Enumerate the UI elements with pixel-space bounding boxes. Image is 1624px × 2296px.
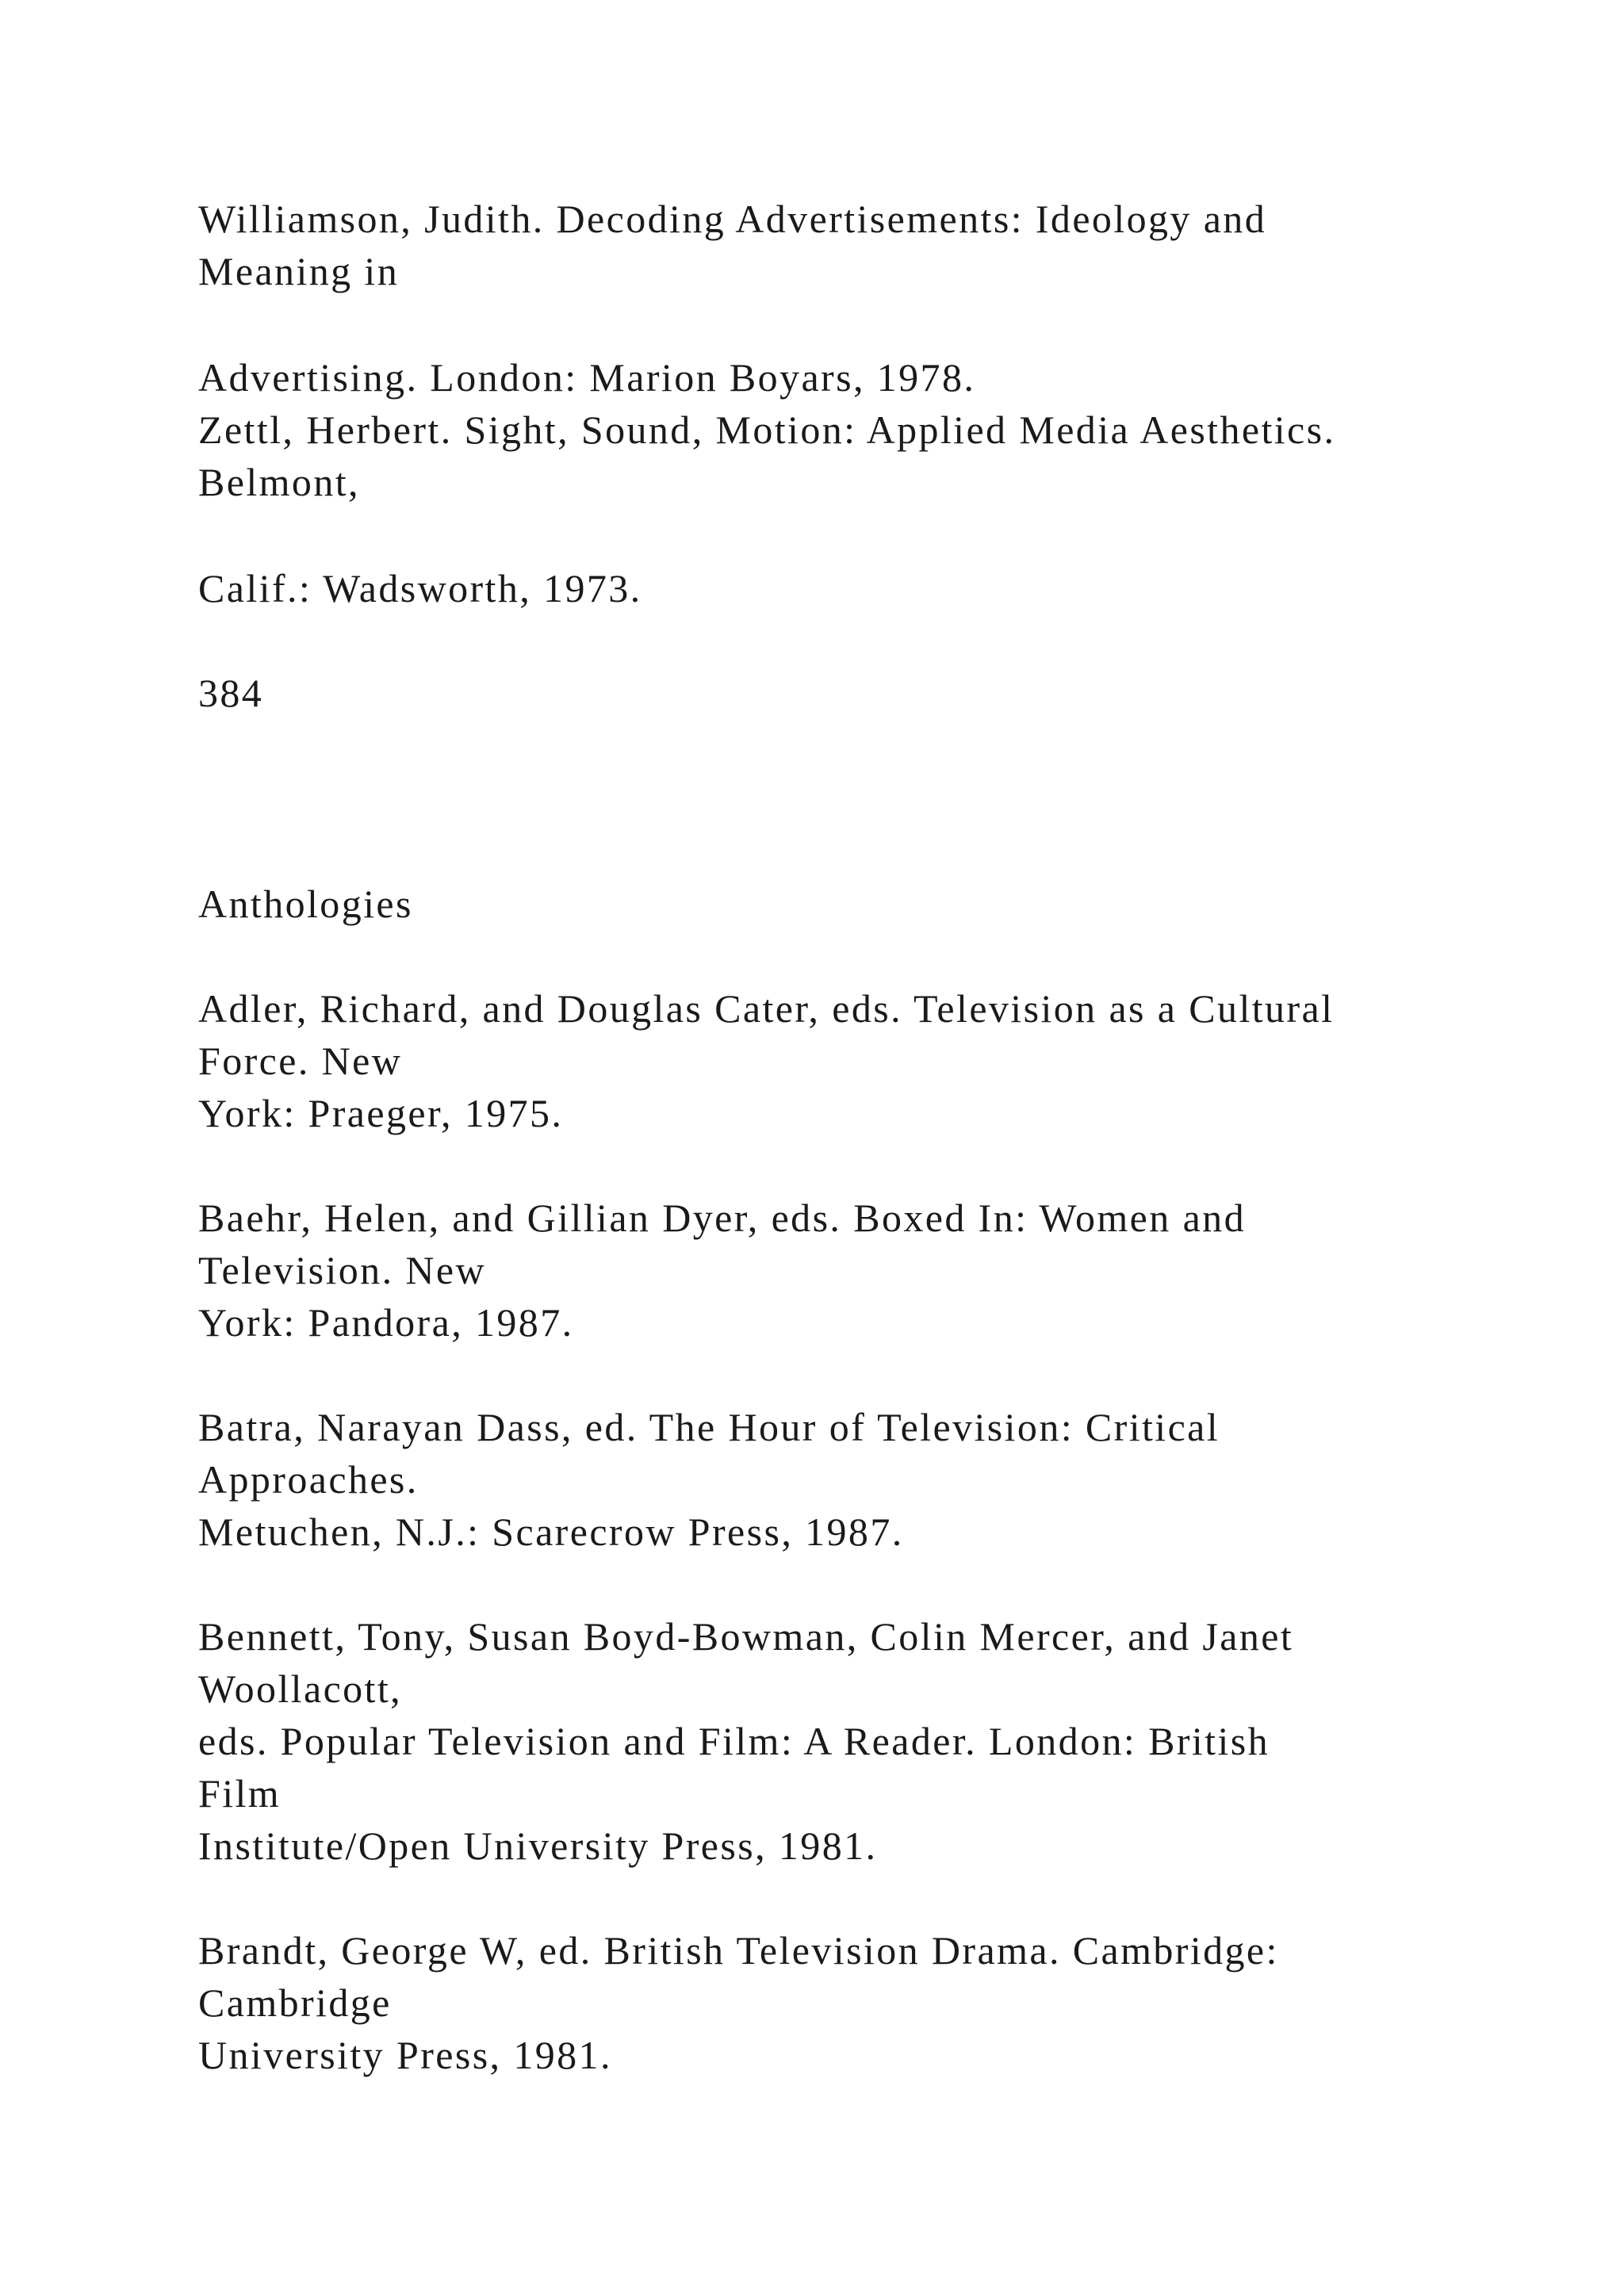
text-line: Belmont,	[198, 460, 360, 504]
text-line: Metuchen, N.J.: Scarecrow Press, 1987.	[198, 1510, 904, 1554]
text-line: Advertising. London: Marion Boyars, 1978.	[198, 355, 976, 400]
text-line: Baehr, Helen, and Gillian Dyer, eds. Boxed In: Women and	[198, 1196, 1246, 1240]
text-line: York: Praeger, 1975.	[198, 1091, 564, 1135]
text-line: Institute/Open University Press, 1981.	[198, 1823, 878, 1868]
text-line: Bennett, Tony, Susan Boyd-Bowman, Colin Mercer, and Janet	[198, 1614, 1294, 1659]
page-number: 384	[198, 671, 264, 715]
text-line: eds. Popular Television and Film: A Reader. London: British	[198, 1719, 1270, 1763]
text-line: Meaning in	[198, 249, 400, 293]
text-line: University Press, 1981.	[198, 2033, 612, 2077]
section-heading: Anthologies	[198, 882, 413, 926]
text-line: Film	[198, 1771, 282, 1816]
text-line: Williamson, Judith. Decoding Advertisements: Ideology and	[198, 197, 1267, 241]
text-line: York: Pandora, 1987.	[198, 1300, 574, 1345]
text-line: Television. New	[198, 1248, 486, 1292]
text-line: Brandt, George W, ed. British Television Drama. Cambridge:	[198, 1928, 1279, 1973]
text-line: Force. New	[198, 1039, 403, 1083]
text-line: Woollacott,	[198, 1667, 403, 1711]
text-line: Approaches.	[198, 1457, 419, 1502]
text-line: Adler, Richard, and Douglas Cater, eds. Television as a Cultural	[198, 986, 1335, 1031]
text-line: Cambridge	[198, 1980, 392, 2025]
text-line: Batra, Narayan Dass, ed. The Hour of Television: Critical	[198, 1405, 1220, 1449]
text-line: Calif.: Wadsworth, 1973.	[198, 566, 642, 610]
text-line: Zettl, Herbert. Sight, Sound, Motion: Applied Media Aesthetics.	[198, 408, 1336, 452]
